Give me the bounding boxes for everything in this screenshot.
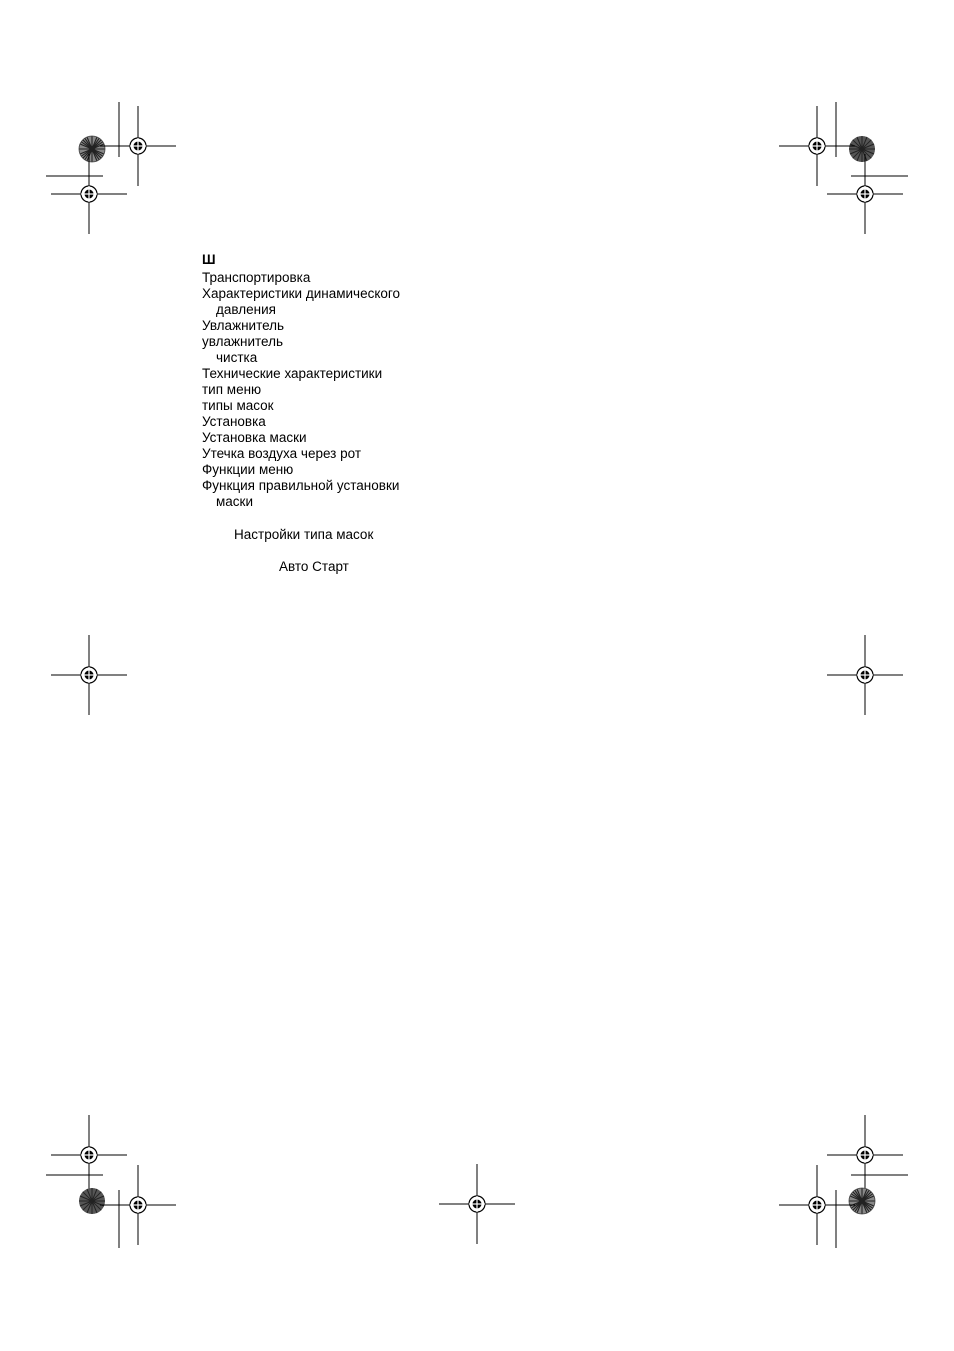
registration-mark-icon <box>779 1165 855 1245</box>
registration-mark-icon <box>827 154 903 234</box>
auto-start-label: Авто Старт <box>279 559 349 574</box>
index-entry: Транспортировка <box>202 270 311 285</box>
color-wheel-icon <box>849 136 875 162</box>
registration-mark-icon <box>827 1115 903 1195</box>
index-entry: Установка <box>202 414 266 429</box>
registration-mark-icon <box>100 106 176 186</box>
color-wheel-icon <box>849 1188 875 1214</box>
index-entry: Функции меню <box>202 462 294 477</box>
registration-mark-icon <box>827 635 903 715</box>
registration-mark-icon <box>100 1165 176 1245</box>
index-entry: Характеристики динамического <box>202 286 401 301</box>
registration-mark-icon <box>51 635 127 715</box>
index-entry: Утечка воздуха через рот <box>202 446 362 461</box>
index-section <box>202 252 562 510</box>
mask-settings-label: Настройки типа масок <box>234 527 374 542</box>
index-subentry: маски <box>216 494 253 509</box>
index-entry: Установка маски <box>202 430 307 445</box>
color-wheel-icon <box>79 1188 105 1214</box>
registration-mark-icon <box>779 106 855 186</box>
index-letter: Ш <box>202 252 216 267</box>
registration-mark-icon <box>51 154 127 234</box>
index-entry: увлажнитель <box>202 334 284 349</box>
index-entry: типы масок <box>202 398 274 413</box>
index-entry: Функция правильной установки <box>202 478 400 493</box>
index-subentry: чистка <box>216 350 258 365</box>
registration-mark-icon <box>51 1115 127 1195</box>
index-entry: Увлажнитель <box>202 318 285 333</box>
index-subentry: давления <box>216 302 276 317</box>
index-entry: тип меню <box>202 382 262 397</box>
index-entry: Технические характеристики <box>202 366 383 381</box>
registration-mark-icon <box>439 1164 515 1244</box>
color-wheel-icon <box>79 136 105 162</box>
